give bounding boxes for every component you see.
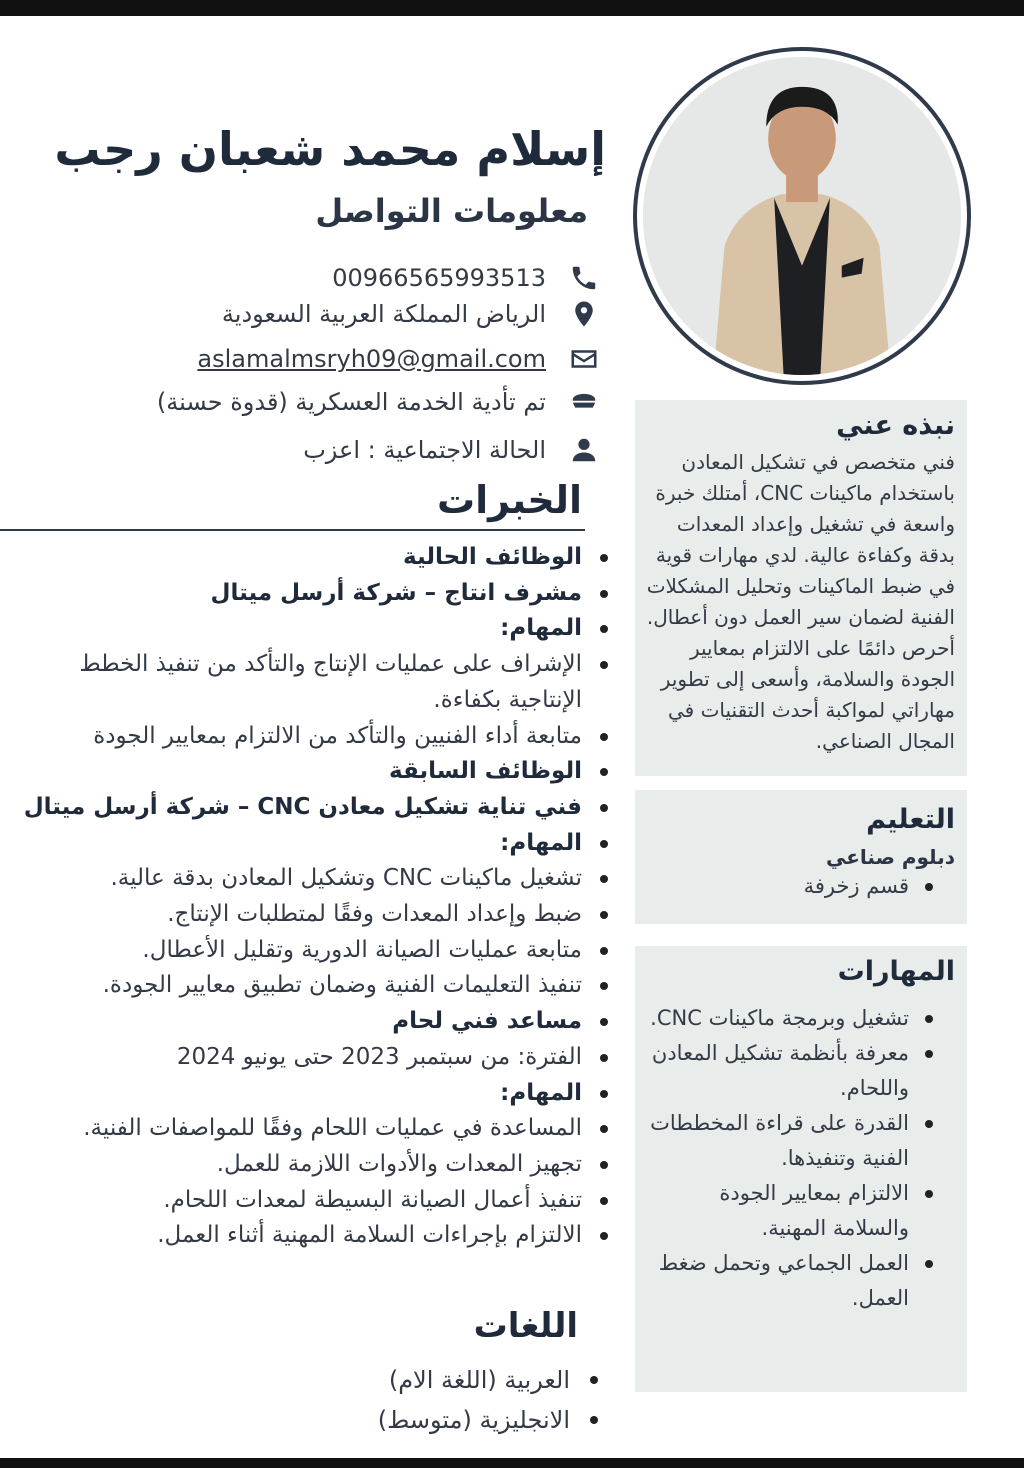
list-item: ضبط وإعداد المعدات وفقًا لمتطلبات الإنتاج. bbox=[12, 897, 612, 933]
phone-icon bbox=[564, 258, 604, 298]
user-icon bbox=[564, 430, 604, 470]
marital-status-text: الحالة الاجتماعية : اعزب bbox=[303, 436, 546, 464]
list-item: الالتزام بإجراءات السلامة المهنية أثناء العمل. bbox=[12, 1218, 612, 1254]
list-item: تنفيذ التعليمات الفنية وضمان تطبيق معايير الجودة. bbox=[12, 968, 612, 1004]
list-item: فني تناية تشكيل معادن CNC – شركة أرسل ميتال bbox=[12, 790, 612, 826]
contact-military-service bbox=[134, 382, 604, 422]
list-item: قسم زخرفة bbox=[645, 869, 955, 904]
list-item: تجهيز المعدات والأدوات اللازمة للعمل. bbox=[12, 1147, 612, 1183]
list-item: متابعة أداء الفنيين والتأكد من الالتزام بمعايير الجودة bbox=[12, 719, 612, 755]
experience-list bbox=[12, 540, 612, 1254]
contact-location bbox=[134, 294, 604, 334]
location-text: الرياض المملكة العربية السعودية bbox=[221, 300, 546, 328]
phone-number: 00966565993513 bbox=[332, 264, 546, 292]
military-cap-icon bbox=[564, 382, 604, 422]
contact-marital-status bbox=[134, 430, 604, 470]
list-item: الوظائف الحالية bbox=[12, 540, 612, 576]
list-item: تشغيل ماكينات CNC وتشكيل المعادن بدقة عالية. bbox=[12, 861, 612, 897]
about-panel bbox=[635, 400, 967, 776]
contact-section-title: معلومات التواصل bbox=[315, 192, 588, 230]
list-item: معرفة بأنظمة تشكيل المعادن واللحام. bbox=[645, 1036, 955, 1106]
list-item: تشغيل وبرمجة ماكينات CNC. bbox=[645, 1001, 955, 1036]
contact-email[interactable] bbox=[134, 339, 604, 379]
full-name: إسلام محمد شعبان رجب bbox=[54, 122, 606, 176]
list-item: الانجليزية (متوسط) bbox=[244, 1400, 604, 1440]
list-item: الوظائف السابقة bbox=[12, 754, 612, 790]
education-list bbox=[645, 869, 955, 904]
education-panel bbox=[635, 790, 967, 924]
list-item: مساعد فني لحام bbox=[12, 1004, 612, 1040]
skills-panel bbox=[635, 946, 967, 1392]
about-text: فني متخصص في تشكيل المعادن باستخدام ماكينات CNC، أمتلك خبرة واسعة في تشغيل وإعداد المعدات بدقة وكفاءة عالية. لدي مهارات قوية في ضبط الماكينات وتحليل المشكلات الفنية لضمان سير العمل دون أعطال. أحرص دائمًا على الالتزام بمعايير الجودة والسلامة، وأسعى إلى تطوير مهاراتي لمواكبة أحدث التقنيات في المجال الصناعي. bbox=[646, 450, 955, 753]
profile-photo bbox=[643, 57, 961, 375]
skills-title: المهارات bbox=[837, 956, 955, 987]
list-item: العربية (اللغة الام) bbox=[244, 1360, 604, 1400]
list-item: المهام: bbox=[12, 826, 612, 862]
location-pin-icon bbox=[564, 294, 604, 334]
bottom-border bbox=[0, 1458, 1024, 1468]
list-item: المهام: bbox=[12, 1076, 612, 1112]
mail-icon bbox=[564, 339, 604, 379]
list-item: المهام: bbox=[12, 611, 612, 647]
list-item: الفترة: من سبتمبر 2023 حتى يونيو 2024 bbox=[12, 1040, 612, 1076]
list-item: مشرف انتاج – شركة أرسل ميتال bbox=[12, 576, 612, 612]
military-service-text: تم تأدية الخدمة العسكرية (قدوة حسنة) bbox=[156, 388, 546, 416]
list-item: العمل الجماعي وتحمل ضغط العمل. bbox=[645, 1246, 955, 1316]
list-item: تنفيذ أعمال الصيانة البسيطة لمعدات اللحام. bbox=[12, 1183, 612, 1219]
languages-section-title: اللغات bbox=[473, 1306, 578, 1346]
list-item: القدرة على قراءة المخططات الفنية وتنفيذها. bbox=[645, 1106, 955, 1176]
list-item: الالتزام بمعايير الجودة والسلامة المهنية. bbox=[645, 1176, 955, 1246]
languages-list bbox=[244, 1360, 604, 1440]
experience-section-title: الخبرات bbox=[436, 478, 582, 522]
skills-list bbox=[645, 1001, 955, 1316]
section-divider bbox=[0, 529, 585, 531]
profile-photo-frame bbox=[633, 47, 971, 385]
about-title: نبذه عني bbox=[836, 410, 955, 441]
list-item: المساعدة في عمليات اللحام وفقًا للمواصفات الفنية. bbox=[12, 1111, 612, 1147]
contact-phone bbox=[134, 258, 604, 298]
education-title: التعليم bbox=[866, 804, 955, 835]
list-item: متابعة عمليات الصيانة الدورية وتقليل الأعطال. bbox=[12, 933, 612, 969]
list-item: الإشراف على عمليات الإنتاج والتأكد من تنفيذ الخطط الإنتاجية بكفاءة. bbox=[12, 647, 612, 718]
person-portrait-illustration bbox=[643, 57, 961, 375]
email-link[interactable]: aslamalmsryh09@gmail.com bbox=[197, 345, 546, 373]
top-border bbox=[0, 0, 1024, 16]
education-degree: دبلوم صناعي bbox=[826, 845, 955, 869]
